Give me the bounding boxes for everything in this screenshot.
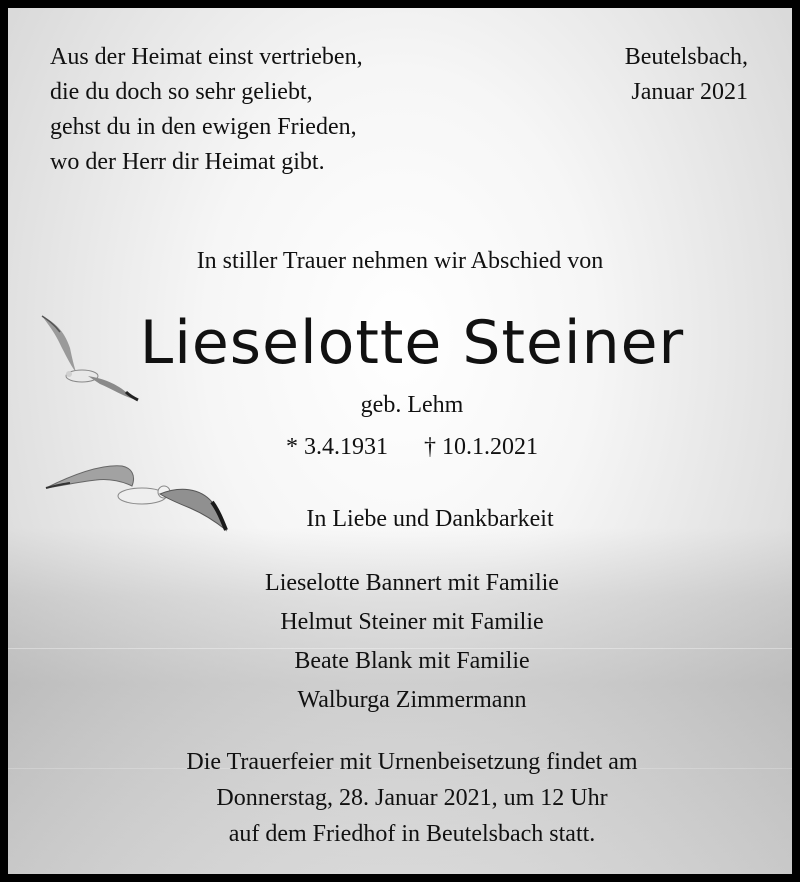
ceremony-line: Donnerstag, 28. Januar 2021, um 12 Uhr [216, 785, 608, 811]
ceremony-info [20, 744, 800, 852]
mourner: Walburga Zimmermann [297, 687, 527, 713]
date: Januar 2021 [631, 79, 748, 105]
thanks-text: In Liebe und Dankbarkeit [306, 506, 554, 532]
poem-line: gehst du in den ewigen Frieden, [50, 114, 357, 140]
maiden-name: geb. Lehm [360, 392, 464, 418]
mourners-list [20, 564, 800, 720]
mourner: Lieselotte Bannert mit Familie [265, 570, 559, 596]
death-date: † 10.1.2021 [424, 434, 538, 460]
poem-line: wo der Herr dir Heimat gibt. [50, 149, 325, 175]
place-date [625, 40, 748, 110]
poem-line: die du doch so sehr geliebt, [50, 79, 313, 105]
place: Beutelsbach, [624, 44, 748, 70]
birth-date: * 3.4.1931 [286, 434, 388, 460]
poem [50, 40, 363, 180]
intro-text: In stiller Trauer nehmen wir Abschied von [196, 248, 604, 274]
deceased-name: Lieselotte Steiner [139, 308, 685, 378]
mourner: Helmut Steiner mit Familie [280, 609, 544, 635]
poem-line: Aus der Heimat einst vertrieben, [50, 44, 363, 70]
mourner: Beate Blank mit Familie [294, 648, 530, 674]
ceremony-line: Die Trauerfeier mit Urnenbeisetzung findet am [186, 749, 638, 775]
life-dates [20, 434, 800, 461]
ceremony-line: auf dem Friedhof in Beutelsbach statt. [228, 821, 596, 847]
